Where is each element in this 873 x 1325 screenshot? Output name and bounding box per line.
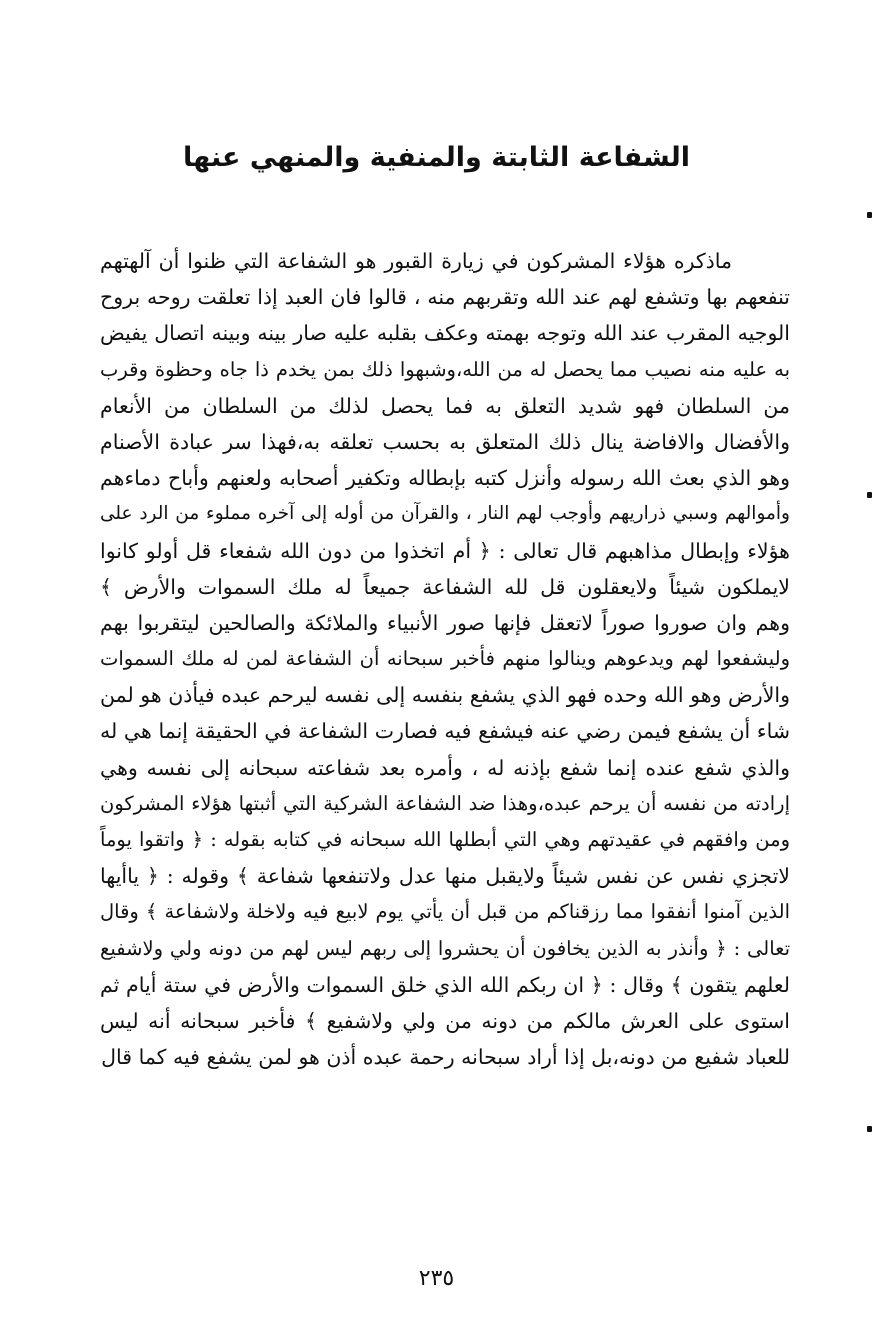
text-line: هؤلاء وإبطال مذاهبهم قال تعالى : ﴿ أم اتخذوا من دون الله شفعاء قل أولو كانوا	[100, 538, 790, 563]
text-line: لاتجزي نفس عن نفس شيئاً ولايقبل منها عدل ولاتنفعها شفاعة ﴾ وقوله : ﴿ ياأيها	[100, 864, 790, 889]
text-line: لايملكون شيئاً ولايعقلون قل لله الشفاعة جميعاً له ملك السموات والأرض ﴾	[100, 574, 790, 599]
text-line: تعالى : ﴿ وأنذر به الذين يخافون أن يحشروا إلى ربهم ليس لهم من دونه ولي ولاشفيع	[100, 936, 790, 960]
binding-hole-mark	[867, 212, 872, 218]
text-line: ومن وافقهم في عقيدتهم وهي التي أبطلها الله سبحانه في كتابه بقوله : ﴿ واتقوا يوماً	[100, 828, 790, 851]
text-line: والذي شفع عنده إنما شفع بإذنه له ، وأمره بعد شفاعته سبحانه إلى نفسه وهي	[100, 755, 790, 780]
text-line: ماذكره هؤلاء المشركون في زيارة القبور هو الشفاعة التي ظنوا أن آلهتهم	[100, 249, 732, 273]
text-line: إرادته من نفسه أن يرحم عبده،وهذا ضد الشفاعة الشركية التي أثبتها هؤلاء المشركون	[100, 791, 790, 815]
text-line: استوى على العرش مالكم من دونه من ولي ولاشفيع ﴾ فأخبر سبحانه أنه ليس	[100, 1008, 790, 1033]
text-line: شاء أن يشفع فيمن رضي عنه فيشفع فيه فصارت الشفاعة في الحقيقة إنما هي له	[100, 719, 790, 744]
text-line: وهم وان صوروا صوراً لاتعقل فإنها صور الأنبياء والملائكة والصالحين ليتقربوا بهم	[100, 610, 790, 635]
text-line: تنفعهم بها وتشفع لهم عند الله وتقربهم منه ، قالوا فان العبد إذا تعلقت روحه بروح	[100, 285, 790, 310]
text-line: الوجيه المقرب عند الله وتوجه بهمته وعكف بقلبه عليه صار بينه وبينه اتصال يفيض	[100, 321, 790, 346]
page-number: ٢٣٥	[418, 1266, 455, 1291]
text-line: وأموالهم وسبي ذراريهم وأوجب لهم النار ، والقرآن من أوله إلى آخره مملوء من الرد على	[100, 503, 790, 525]
text-line: من السلطان فهو شديد التعلق به فما يحصل لذلك من السلطان من الأنعام	[100, 393, 790, 418]
text-line: للعباد شفيع من دونه،بل إذا أراد سبحانه رحمة عبده أذن هو لمن يشفع فيه كما قال	[101, 1045, 790, 1070]
text-line: والأفضال والافاضة ينال ذلك المتعلق به بحسب تعلقه به،فهذا سر عبادة الأصنام	[100, 429, 790, 454]
text-line: لعلهم يتقون ﴾ وقال : ﴿ ان ربكم الله الذي خلق السموات والأرض في ستة أيام ثم	[100, 972, 790, 997]
text-line: وهو الذي بعث الله رسوله وأنزل كتبه بإبطاله وتكفير أصحابه ولعنهم وأباح دماءهم	[100, 466, 790, 491]
text-line: والأرض وهو الله وحده فهو الذي يشفع بنفسه إلى نفسه ليرحم عبده فيأذن هو لمن	[100, 683, 790, 708]
body-text	[100, 243, 790, 1075]
text-line: وليشفعوا لهم ويدعوهم وينالوا منهم فأخبر سبحانه أن الشفاعة لمن له ملك السموات	[100, 647, 790, 671]
binding-hole-mark	[867, 492, 872, 498]
binding-hole-mark	[867, 1126, 872, 1132]
text-line: به عليه منه نصيب مما يحصل له من الله،وشبهوا ذلك بمن يخدم ذا جاه وحظوة وقرب	[100, 357, 790, 381]
text-line: الذين آمنوا أنفقوا مما رزقناكم من قبل أن يأتي يوم لابيع فيه ولاخلة ولاشفاعة ﴾ وقال	[100, 900, 790, 924]
page-title: الشفاعة الثابتة والمنفية والمنهي عنها	[183, 142, 690, 173]
